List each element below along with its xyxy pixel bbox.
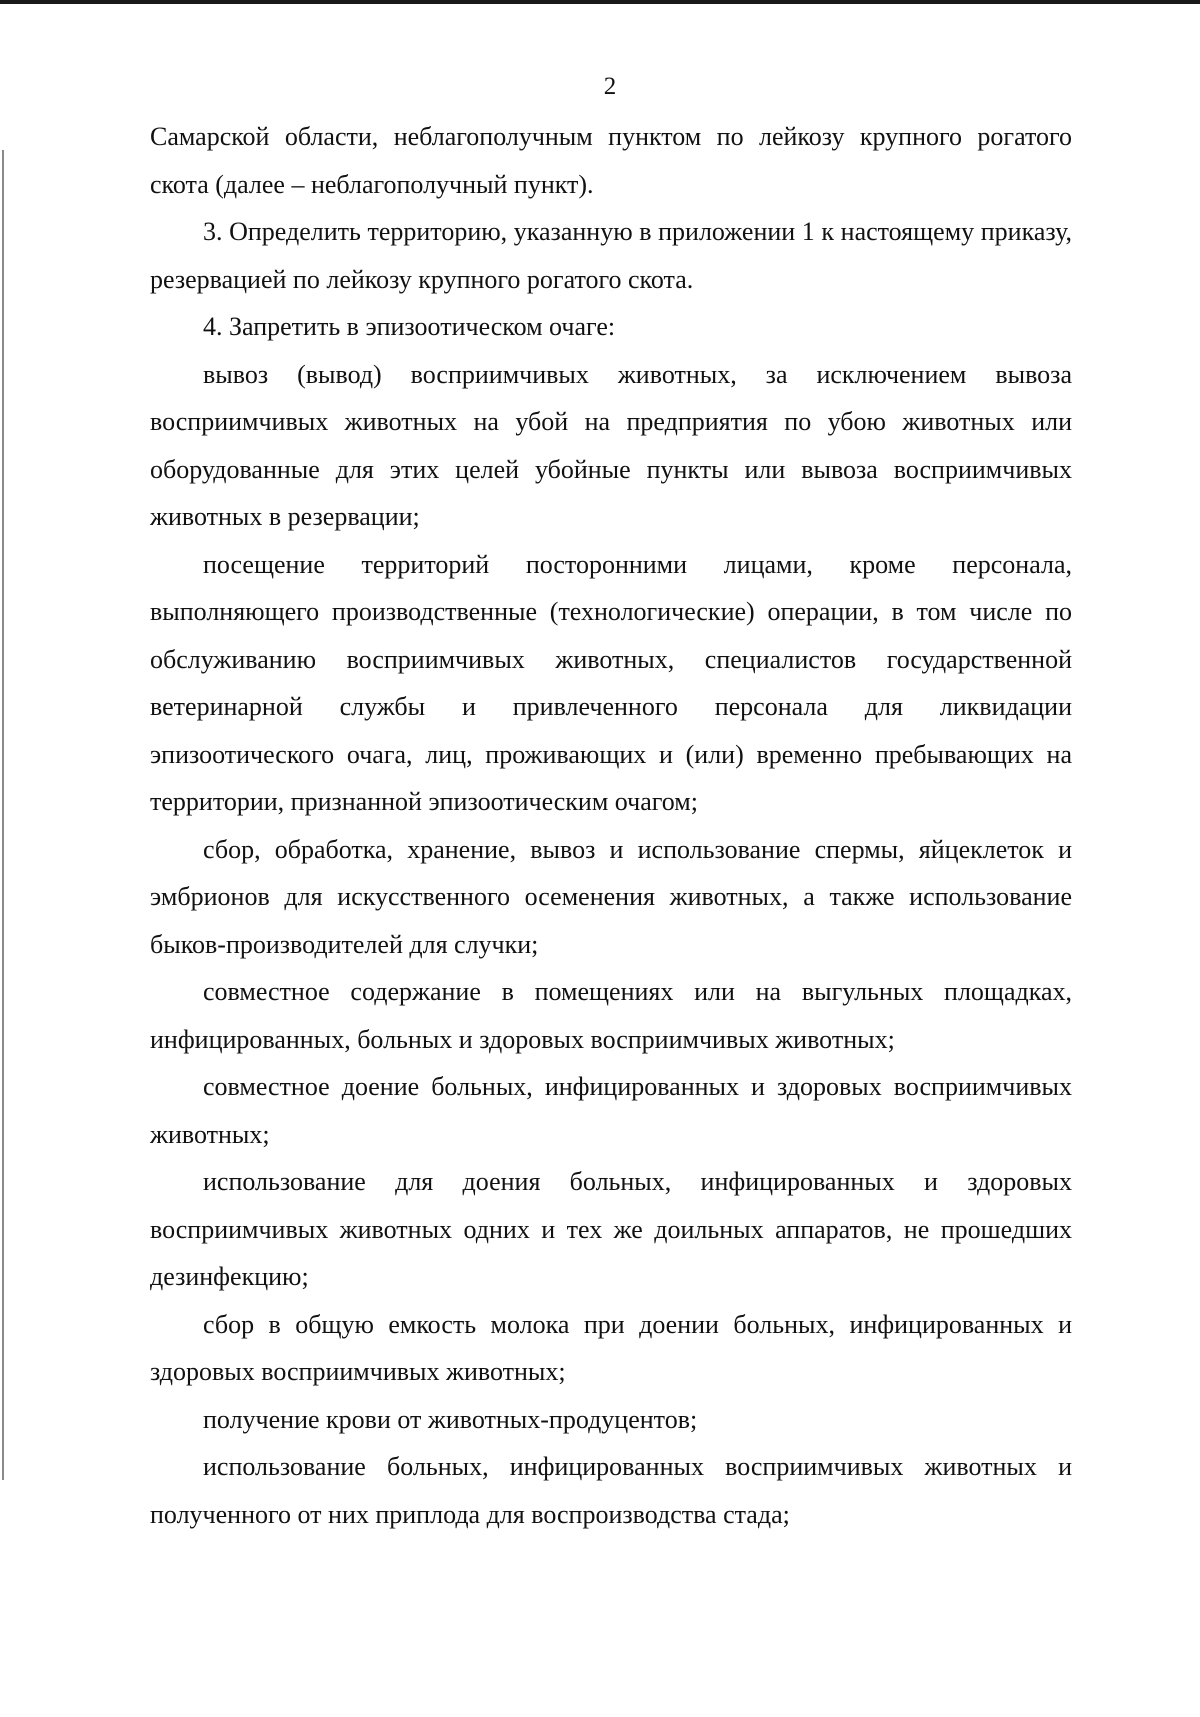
prohibition-blood: получение крови от животных-продуцентов; — [203, 1404, 698, 1434]
paragraph-continuation: Самарской области, неблагополучным пунктом по лейкозу крупного рогатого скота (далее – неблагополучный пункт). — [150, 122, 1072, 199]
prohibition-joint-keeping: совместное содержание в помещениях или на выгульных площадках, инфицированных, больных и здоровых восприимчивых животных; — [150, 977, 1072, 1054]
scan-left-border — [2, 150, 4, 1480]
prohibition-milking-equipment: использование для доения больных, инфицированных и здоровых восприимчивых животных одних и тех же доильных аппаратов, не прошедших дезинфекцию; — [150, 1167, 1072, 1291]
prohibition-reproduction: использование больных, инфицированных восприимчивых животных и полученного от них приплода для воспроизводства стада; — [150, 1452, 1072, 1529]
prohibition-semen: сбор, обработка, хранение, вывоз и использование спермы, яйцеклеток и эмбрионов для искусственного осеменения животных, а также использование быков-производителей для случки; — [150, 834, 1072, 959]
prohibition-milk-collection: сбор в общую емкость молока при доении больных, инфицированных и здоровых восприимчивых животных; — [150, 1309, 1072, 1386]
paragraph-item-4: 4. Запретить в эпизоотическом очаге: — [203, 312, 616, 341]
paragraph-item-3: 3. Определить территорию, указанную в приложении 1 к настоящему приказу, резервацией по лейкозу крупного рогатого скота. — [150, 217, 1072, 294]
page-number: 2 — [603, 73, 617, 100]
scan-top-border — [0, 0, 1200, 4]
prohibition-joint-milking: совместное доение больных, инфицированных и здоровых восприимчивых животных; — [150, 1072, 1072, 1149]
prohibition-visits: посещение территорий посторонними лицами, кроме персонала, выполняющего производственные (технологические) операции, в том числе по обслуживанию восприимчивых животных, специалистов государственной ветеринарной службы и привлеченного персонала для ликвидации эпизоотического очага, лиц, проживающих и (или) временно пребывающих на территории, признанной эпизоотическим очагом; — [150, 549, 1072, 816]
document-body — [150, 113, 1072, 1538]
prohibition-removal: вывоз (вывод) восприимчивых животных, за исключением вывоза восприимчивых животных на убой на предприятия по убою животных или оборудованные для этих целей убойные пункты или вывоза восприимчивых животных в резервации; — [150, 359, 1072, 531]
